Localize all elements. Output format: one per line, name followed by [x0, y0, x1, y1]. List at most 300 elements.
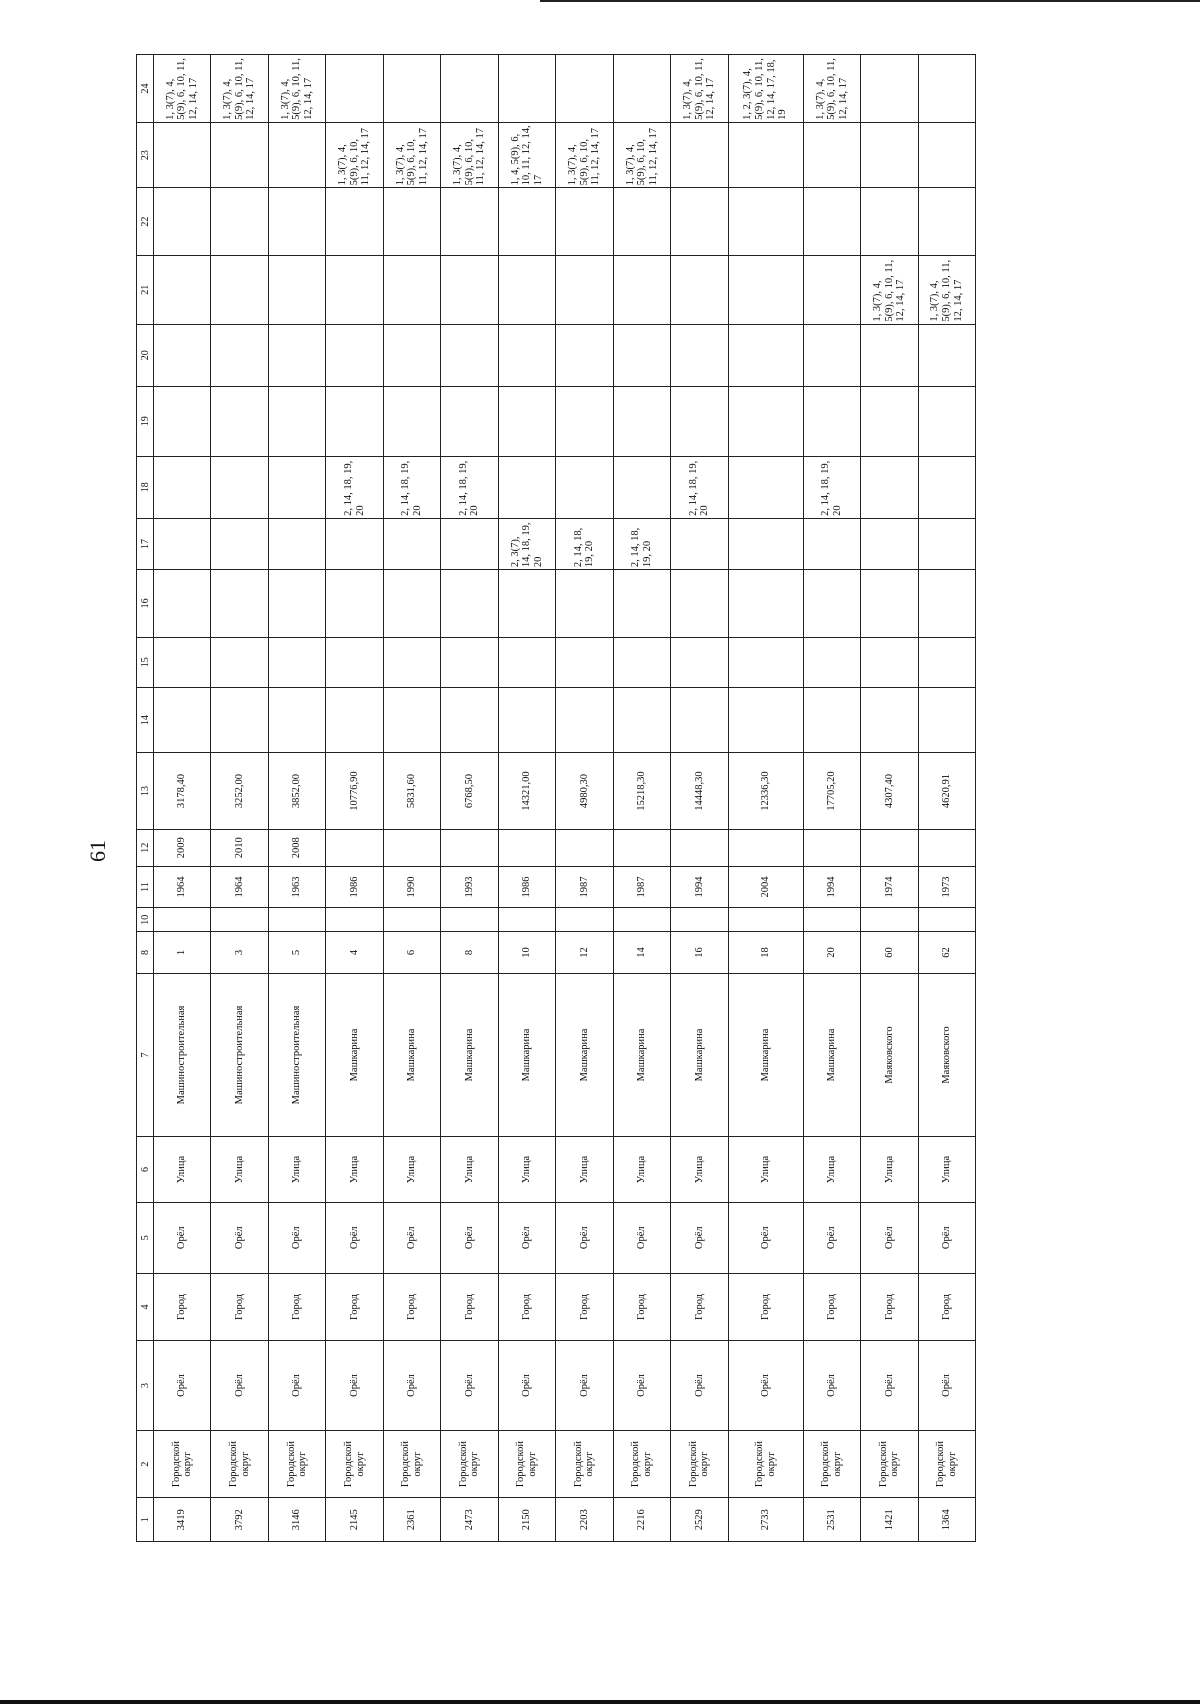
table-cell-c24: [441, 55, 498, 123]
table-cell-c8: 12: [556, 932, 613, 973]
table-cell-c15: [211, 637, 268, 687]
table-cell-c21: [211, 255, 268, 324]
table-body: [154, 55, 976, 1542]
table-cell-c5: Орёл: [728, 1202, 803, 1273]
table-cell-c16: [803, 570, 860, 638]
table-cell-c11: 1963: [268, 866, 325, 907]
table-cell-c2: Городской округ: [803, 1430, 860, 1498]
table-cell-c13: 10776,90: [326, 753, 383, 829]
table-cell-c11: 1964: [154, 866, 211, 907]
table-cell-c2: Городской округ: [383, 1430, 440, 1498]
table-cell-c16: [441, 570, 498, 638]
table-cell-c4: Город: [211, 1273, 268, 1341]
table-cell-c5: Орёл: [671, 1202, 728, 1273]
table-cell-c24: 1, 3(7), 4, 5(9), 6, 10, 11, 12, 14, 17: [268, 55, 325, 123]
table-cell-c19: [326, 386, 383, 456]
table-cell-c4: Город: [671, 1273, 728, 1341]
table-cell-c15: [918, 637, 975, 687]
table-cell-c11: 1986: [326, 866, 383, 907]
column-header: 13: [137, 753, 154, 829]
table-cell-c24: 1, 3(7), 4, 5(9), 6, 10, 11, 12, 14, 17: [803, 55, 860, 123]
table-cell-c13: 14321,00: [498, 753, 555, 829]
column-header: 24: [137, 55, 154, 123]
table-cell-c13: 15218,30: [613, 753, 670, 829]
table-cell-c18: [498, 456, 555, 518]
column-header: 1: [137, 1498, 154, 1542]
table-cell-c7: Машкарина: [613, 973, 670, 1137]
table-row: [211, 55, 268, 1542]
table-row: [498, 55, 555, 1542]
table-cell-c6: Улица: [918, 1137, 975, 1202]
table-cell-c22: [556, 188, 613, 256]
table-cell-c12: 2009: [154, 829, 211, 866]
table-cell-c16: [613, 570, 670, 638]
table-cell-c24: 1, 3(7), 4, 5(9), 6, 10, 11, 12, 14, 17: [211, 55, 268, 123]
column-header: 19: [137, 386, 154, 456]
table-cell-c2: Городской округ: [918, 1430, 975, 1498]
table-cell-c20: [383, 324, 440, 386]
table-cell-c6: Улица: [211, 1137, 268, 1202]
table-cell-c14: [918, 687, 975, 752]
table-cell-c3: Орёл: [211, 1341, 268, 1430]
table-cell-c4: Город: [383, 1273, 440, 1341]
table-cell-c8: 5: [268, 932, 325, 973]
table-cell-c20: [326, 324, 383, 386]
table-cell-c2: Городской округ: [728, 1430, 803, 1498]
table-cell-c15: [383, 637, 440, 687]
table-cell-c24: [613, 55, 670, 123]
table-cell-c18: [918, 456, 975, 518]
table-cell-c7: Машиностроительная: [211, 973, 268, 1137]
table-cell-c3: Орёл: [803, 1341, 860, 1430]
table-cell-c3: Орёл: [613, 1341, 670, 1430]
table-cell-c23: [671, 122, 728, 187]
table-cell-c2: Городской округ: [671, 1430, 728, 1498]
table-cell-c4: Город: [861, 1273, 918, 1341]
table-cell-c18: 2, 14, 18, 19, 20: [326, 456, 383, 518]
table-cell-c22: [268, 188, 325, 256]
table-cell-c7: Машкарина: [671, 973, 728, 1137]
table-cell-c1: 2733: [728, 1498, 803, 1542]
table-cell-c6: Улица: [556, 1137, 613, 1202]
column-header: 8: [137, 932, 154, 973]
table-cell-c14: [498, 687, 555, 752]
table-cell-c4: Город: [498, 1273, 555, 1341]
table-cell-c20: [556, 324, 613, 386]
table-cell-c10: [498, 908, 555, 932]
table-cell-c17: [383, 518, 440, 569]
table-cell-c7: Машкарина: [441, 973, 498, 1137]
table-cell-c14: [268, 687, 325, 752]
table-cell-c10: [268, 908, 325, 932]
table-cell-c13: 17705,20: [803, 753, 860, 829]
table-cell-c8: 20: [803, 932, 860, 973]
table-cell-c22: [154, 188, 211, 256]
column-header: 23: [137, 122, 154, 187]
table-cell-c13: 4980,30: [556, 753, 613, 829]
table-cell-c1: 2361: [383, 1498, 440, 1542]
table-cell-c18: [556, 456, 613, 518]
table-cell-c13: 3178,40: [154, 753, 211, 829]
table-cell-c16: [861, 570, 918, 638]
table-cell-c20: [498, 324, 555, 386]
table-cell-c24: [861, 55, 918, 123]
table-cell-c6: Улица: [861, 1137, 918, 1202]
table-cell-c11: 1974: [861, 866, 918, 907]
table-cell-c8: 62: [918, 932, 975, 973]
table-cell-c6: Улица: [383, 1137, 440, 1202]
table-cell-c20: [154, 324, 211, 386]
table-row: [383, 55, 440, 1542]
table-cell-c2: Городской округ: [556, 1430, 613, 1498]
table-cell-c24: [498, 55, 555, 123]
table-cell-c7: Машкарина: [803, 973, 860, 1137]
table-cell-c3: Орёл: [326, 1341, 383, 1430]
table-cell-c8: 1: [154, 932, 211, 973]
table-cell-c19: [154, 386, 211, 456]
table-cell-c7: Машкарина: [383, 973, 440, 1137]
table-cell-c17: [268, 518, 325, 569]
column-header: 6: [137, 1137, 154, 1202]
table-cell-c22: [918, 188, 975, 256]
table-cell-c10: [556, 908, 613, 932]
table-cell-c19: [498, 386, 555, 456]
table-cell-c4: Город: [441, 1273, 498, 1341]
table-cell-c20: [441, 324, 498, 386]
table-cell-c5: Орёл: [918, 1202, 975, 1273]
table-cell-c5: Орёл: [268, 1202, 325, 1273]
table-cell-c16: [918, 570, 975, 638]
table-cell-c14: [154, 687, 211, 752]
table-cell-c5: Орёл: [861, 1202, 918, 1273]
table-cell-c2: Городской округ: [498, 1430, 555, 1498]
rotated-table-frame: [136, 54, 1200, 1531]
table-cell-c4: Город: [803, 1273, 860, 1341]
table-cell-c19: [441, 386, 498, 456]
table-cell-c23: 1, 3(7), 4, 5(9), 6, 10, 11, 12, 14, 17: [326, 122, 383, 187]
column-header: 2: [137, 1430, 154, 1498]
table-cell-c15: [441, 637, 498, 687]
table-cell-c21: [803, 255, 860, 324]
table-cell-c13: 12336,30: [728, 753, 803, 829]
table-cell-c10: [211, 908, 268, 932]
table-cell-c24: [383, 55, 440, 123]
table-cell-c7: Машкарина: [728, 973, 803, 1137]
table-cell-c10: [728, 908, 803, 932]
table-cell-c6: Улица: [326, 1137, 383, 1202]
table-cell-c3: Орёл: [556, 1341, 613, 1430]
table-cell-c22: [326, 188, 383, 256]
table-cell-c11: 1964: [211, 866, 268, 907]
table-cell-c21: [154, 255, 211, 324]
table-cell-c14: [803, 687, 860, 752]
table-cell-c16: [211, 570, 268, 638]
table-cell-c14: [671, 687, 728, 752]
table-row: [918, 55, 975, 1542]
table-cell-c12: [441, 829, 498, 866]
table-cell-c21: [441, 255, 498, 324]
table-cell-c19: [803, 386, 860, 456]
table-cell-c20: [268, 324, 325, 386]
table-cell-c19: [556, 386, 613, 456]
table-cell-c6: Улица: [803, 1137, 860, 1202]
table-row: [861, 55, 918, 1542]
table-cell-c12: [498, 829, 555, 866]
table-cell-c5: Орёл: [556, 1202, 613, 1273]
table-cell-c17: [326, 518, 383, 569]
table-cell-c21: [326, 255, 383, 324]
table-cell-c23: [211, 122, 268, 187]
header-row: [137, 55, 154, 1542]
table-cell-c2: Городской округ: [154, 1430, 211, 1498]
table-cell-c18: [861, 456, 918, 518]
table-cell-c10: [441, 908, 498, 932]
table-cell-c16: [383, 570, 440, 638]
table-cell-c22: [498, 188, 555, 256]
table-cell-c21: [383, 255, 440, 324]
table-cell-c16: [154, 570, 211, 638]
table-cell-c10: [154, 908, 211, 932]
table-cell-c12: [613, 829, 670, 866]
column-header: 17: [137, 518, 154, 569]
table-cell-c1: 2150: [498, 1498, 555, 1542]
table-cell-c2: Городской округ: [441, 1430, 498, 1498]
table-cell-c11: 1994: [803, 866, 860, 907]
table-cell-c15: [671, 637, 728, 687]
table-cell-c23: [728, 122, 803, 187]
table-cell-c19: [861, 386, 918, 456]
table-cell-c21: [671, 255, 728, 324]
table-cell-c21: 1, 3(7), 4, 5(9), 6, 10, 11, 12, 14, 17: [861, 255, 918, 324]
table-cell-c3: Орёл: [918, 1341, 975, 1430]
table-cell-c23: [803, 122, 860, 187]
table-cell-c5: Орёл: [211, 1202, 268, 1273]
table-cell-c4: Город: [556, 1273, 613, 1341]
table-cell-c6: Улица: [671, 1137, 728, 1202]
column-header: 22: [137, 188, 154, 256]
table-cell-c8: 8: [441, 932, 498, 973]
table-cell-c14: [613, 687, 670, 752]
table-cell-c6: Улица: [268, 1137, 325, 1202]
column-header: 20: [137, 324, 154, 386]
table-cell-c17: 2, 14, 18, 19, 20: [556, 518, 613, 569]
table-cell-c21: [498, 255, 555, 324]
table-row: [556, 55, 613, 1542]
table-cell-c24: 1, 3(7), 4, 5(9), 6, 10, 11, 12, 14, 17: [154, 55, 211, 123]
table-cell-c15: [498, 637, 555, 687]
table-cell-c4: Город: [154, 1273, 211, 1341]
table-cell-c8: 6: [383, 932, 440, 973]
table-cell-c5: Орёл: [803, 1202, 860, 1273]
table-cell-c10: [803, 908, 860, 932]
bottom-rule: [0, 1700, 1200, 1704]
table-cell-c13: 3252,00: [211, 753, 268, 829]
table-cell-c15: [326, 637, 383, 687]
table-cell-c16: [498, 570, 555, 638]
table-cell-c1: 2473: [441, 1498, 498, 1542]
table-cell-c22: [728, 188, 803, 256]
table-cell-c13: 4307,40: [861, 753, 918, 829]
table-cell-c19: [728, 386, 803, 456]
table-cell-c19: [211, 386, 268, 456]
table-cell-c1: 2145: [326, 1498, 383, 1542]
table-cell-c10: [383, 908, 440, 932]
table-cell-c7: Маяковского: [918, 973, 975, 1137]
column-header: 12: [137, 829, 154, 866]
table-cell-c22: [671, 188, 728, 256]
registry-table: [136, 54, 976, 1542]
table-cell-c18: [268, 456, 325, 518]
table-cell-c2: Городской округ: [211, 1430, 268, 1498]
column-header: 16: [137, 570, 154, 638]
table-cell-c2: Городской округ: [861, 1430, 918, 1498]
table-cell-c11: 1987: [556, 866, 613, 907]
table-cell-c14: [211, 687, 268, 752]
column-header: 7: [137, 973, 154, 1137]
table-cell-c17: [803, 518, 860, 569]
table-cell-c2: Городской округ: [613, 1430, 670, 1498]
table-cell-c17: 2, 14, 18, 19, 20: [613, 518, 670, 569]
table-cell-c1: 2529: [671, 1498, 728, 1542]
table-cell-c7: Машкарина: [326, 973, 383, 1137]
table-row: [441, 55, 498, 1542]
table-cell-c15: [556, 637, 613, 687]
table-cell-c21: [728, 255, 803, 324]
table-cell-c17: [671, 518, 728, 569]
table-cell-c21: [268, 255, 325, 324]
table-cell-c11: 1994: [671, 866, 728, 907]
table-cell-c6: Улица: [441, 1137, 498, 1202]
table-row: [326, 55, 383, 1542]
table-cell-c16: [326, 570, 383, 638]
table-cell-c24: [556, 55, 613, 123]
table-cell-c18: 2, 14, 18, 19, 20: [671, 456, 728, 518]
table-cell-c11: 1990: [383, 866, 440, 907]
table-cell-c15: [861, 637, 918, 687]
table-cell-c1: 3792: [211, 1498, 268, 1542]
table-cell-c20: [803, 324, 860, 386]
table-cell-c16: [671, 570, 728, 638]
table-cell-c12: [918, 829, 975, 866]
table-cell-c8: 18: [728, 932, 803, 973]
table-cell-c14: [556, 687, 613, 752]
table-cell-c13: 6768,50: [441, 753, 498, 829]
table-cell-c6: Улица: [613, 1137, 670, 1202]
table-cell-c1: 3419: [154, 1498, 211, 1542]
table-cell-c17: [154, 518, 211, 569]
column-header: 10: [137, 908, 154, 932]
table-cell-c3: Орёл: [154, 1341, 211, 1430]
table-cell-c10: [861, 908, 918, 932]
table-cell-c17: [211, 518, 268, 569]
table-cell-c23: 1, 4, 5(9), 6, 10, 11, 12, 14, 17: [498, 122, 555, 187]
table-cell-c12: 2010: [211, 829, 268, 866]
table-cell-c20: [671, 324, 728, 386]
table-cell-c21: [556, 255, 613, 324]
table-cell-c11: 1993: [441, 866, 498, 907]
table-cell-c2: Городской округ: [268, 1430, 325, 1498]
table-cell-c16: [728, 570, 803, 638]
table-cell-c11: 1987: [613, 866, 670, 907]
table-cell-c1: 1364: [918, 1498, 975, 1542]
table-cell-c7: Машиностроительная: [154, 973, 211, 1137]
table-cell-c17: 2, 3(7), 14, 18, 19, 20: [498, 518, 555, 569]
table-cell-c17: [861, 518, 918, 569]
table-cell-c19: [918, 386, 975, 456]
table-cell-c23: 1, 3(7), 4, 5(9), 6, 10, 11, 12, 14, 17: [613, 122, 670, 187]
table-cell-c3: Орёл: [383, 1341, 440, 1430]
table-cell-c15: [728, 637, 803, 687]
table-cell-c1: 2216: [613, 1498, 670, 1542]
table-cell-c17: [441, 518, 498, 569]
table-cell-c7: Машкарина: [498, 973, 555, 1137]
table-row: [728, 55, 803, 1542]
table-cell-c3: Орёл: [441, 1341, 498, 1430]
table-cell-c4: Город: [326, 1273, 383, 1341]
table-cell-c17: [728, 518, 803, 569]
table-cell-c14: [383, 687, 440, 752]
table-cell-c12: [671, 829, 728, 866]
table-cell-c22: [441, 188, 498, 256]
table-cell-c5: Орёл: [383, 1202, 440, 1273]
table-cell-c22: [211, 188, 268, 256]
table-cell-c14: [326, 687, 383, 752]
table-cell-c21: [613, 255, 670, 324]
table-cell-c11: 1973: [918, 866, 975, 907]
table-cell-c8: 14: [613, 932, 670, 973]
table-cell-c17: [918, 518, 975, 569]
table-row: [154, 55, 211, 1542]
table-cell-c1: 2203: [556, 1498, 613, 1542]
table-cell-c14: [728, 687, 803, 752]
table-cell-c6: Улица: [154, 1137, 211, 1202]
table-cell-c16: [556, 570, 613, 638]
table-cell-c8: 10: [498, 932, 555, 973]
table-cell-c1: 2531: [803, 1498, 860, 1542]
table-cell-c18: [728, 456, 803, 518]
table-cell-c2: Городской округ: [326, 1430, 383, 1498]
table-cell-c24: [326, 55, 383, 123]
table-cell-c4: Город: [268, 1273, 325, 1341]
table-cell-c12: [556, 829, 613, 866]
table-cell-c7: Машиностроительная: [268, 973, 325, 1137]
table-cell-c22: [861, 188, 918, 256]
table-cell-c10: [918, 908, 975, 932]
column-header: 5: [137, 1202, 154, 1273]
table-cell-c5: Орёл: [441, 1202, 498, 1273]
column-header: 11: [137, 866, 154, 907]
table-cell-c18: 2, 14, 18, 19, 20: [441, 456, 498, 518]
table-cell-c11: 1986: [498, 866, 555, 907]
table-cell-c8: 4: [326, 932, 383, 973]
table-cell-c5: Орёл: [613, 1202, 670, 1273]
table-cell-c20: [728, 324, 803, 386]
table-cell-c16: [268, 570, 325, 638]
table-cell-c1: 3146: [268, 1498, 325, 1542]
table-cell-c15: [613, 637, 670, 687]
table-cell-c6: Улица: [728, 1137, 803, 1202]
table-cell-c3: Орёл: [498, 1341, 555, 1430]
table-cell-c13: 14448,30: [671, 753, 728, 829]
table-cell-c4: Город: [918, 1273, 975, 1341]
table-cell-c7: Маяковского: [861, 973, 918, 1137]
table-cell-c1: 1421: [861, 1498, 918, 1542]
table-cell-c19: [671, 386, 728, 456]
table-cell-c20: [861, 324, 918, 386]
table-cell-c12: 2008: [268, 829, 325, 866]
table-cell-c14: [441, 687, 498, 752]
table-cell-c23: 1, 3(7), 4, 5(9), 6, 10, 11, 12, 14, 17: [441, 122, 498, 187]
